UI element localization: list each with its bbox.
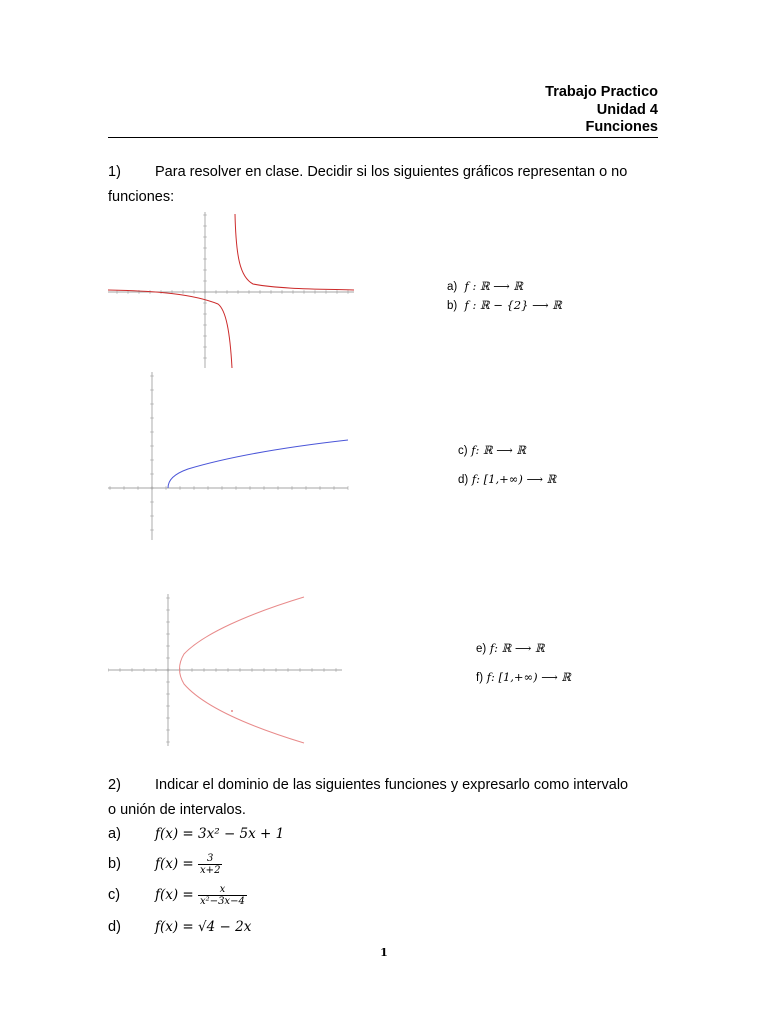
option-f: f) f: [1,+∞) ⟶ ℝ — [476, 670, 571, 684]
hyperbola-graph — [108, 212, 356, 368]
sqrt-curve — [168, 440, 348, 488]
question-1-text-cont: funciones: — [108, 189, 175, 205]
page-number: 1 — [380, 946, 388, 959]
graph2-options — [458, 436, 556, 494]
axis-ticks — [117, 215, 348, 358]
question-1 — [108, 160, 660, 210]
fraction-c: $\frac{x}{\text{x²−3x−4}}$ — [200, 884, 245, 907]
question-2-text-cont: o unión de intervalos. — [108, 802, 246, 818]
parabola-point — [231, 710, 233, 712]
graph1-options — [447, 277, 562, 315]
function-a: a) f(x) = 3x² − 5x + 1 — [108, 826, 285, 842]
option-d: d) f: [1,+∞) ⟶ ℝ — [458, 472, 557, 486]
hyperbola-upper-branch — [235, 214, 354, 290]
function-c: c) f(x) = $\frac{x}{\text{x²−3x−4}}$ — [108, 884, 245, 907]
option-c: c) f: ℝ ⟶ ℝ — [458, 443, 526, 457]
question-2-number: 2) — [108, 777, 121, 793]
parabola-graph — [108, 594, 344, 746]
option-a: a) f : ℝ ⟶ ℝ — [447, 279, 523, 293]
axis-ticks — [110, 376, 348, 530]
fraction-b: $\frac{3}{x+2}$ — [200, 853, 221, 876]
question-1-text: Para resolver en clase. Decidir si los siguientes gráficos representan o no — [155, 164, 628, 180]
option-e: e) f: ℝ ⟶ ℝ — [476, 641, 545, 655]
question-1-number: 1) — [108, 164, 121, 180]
question-2 — [108, 773, 660, 823]
question-2-text: Indicar el dominio de las siguientes funciones y expresarlo como intervalo — [155, 777, 629, 793]
header-topic: Funciones — [585, 119, 658, 135]
sqrt-graph — [108, 372, 350, 540]
header-unit: Unidad 4 — [596, 101, 658, 118]
function-b: b) f(x) = $\frac{3}{x+2}$ — [108, 853, 221, 876]
function-d: d) f(x) = √4 − 2x — [108, 919, 252, 935]
graph3-options — [476, 634, 571, 692]
header-title: Trabajo Practico — [545, 84, 658, 100]
header-divider — [108, 137, 658, 138]
document-header — [545, 84, 658, 137]
hyperbola-lower-branch — [108, 290, 232, 368]
option-b: b) f : ℝ − {2} ⟶ ℝ — [447, 298, 562, 312]
